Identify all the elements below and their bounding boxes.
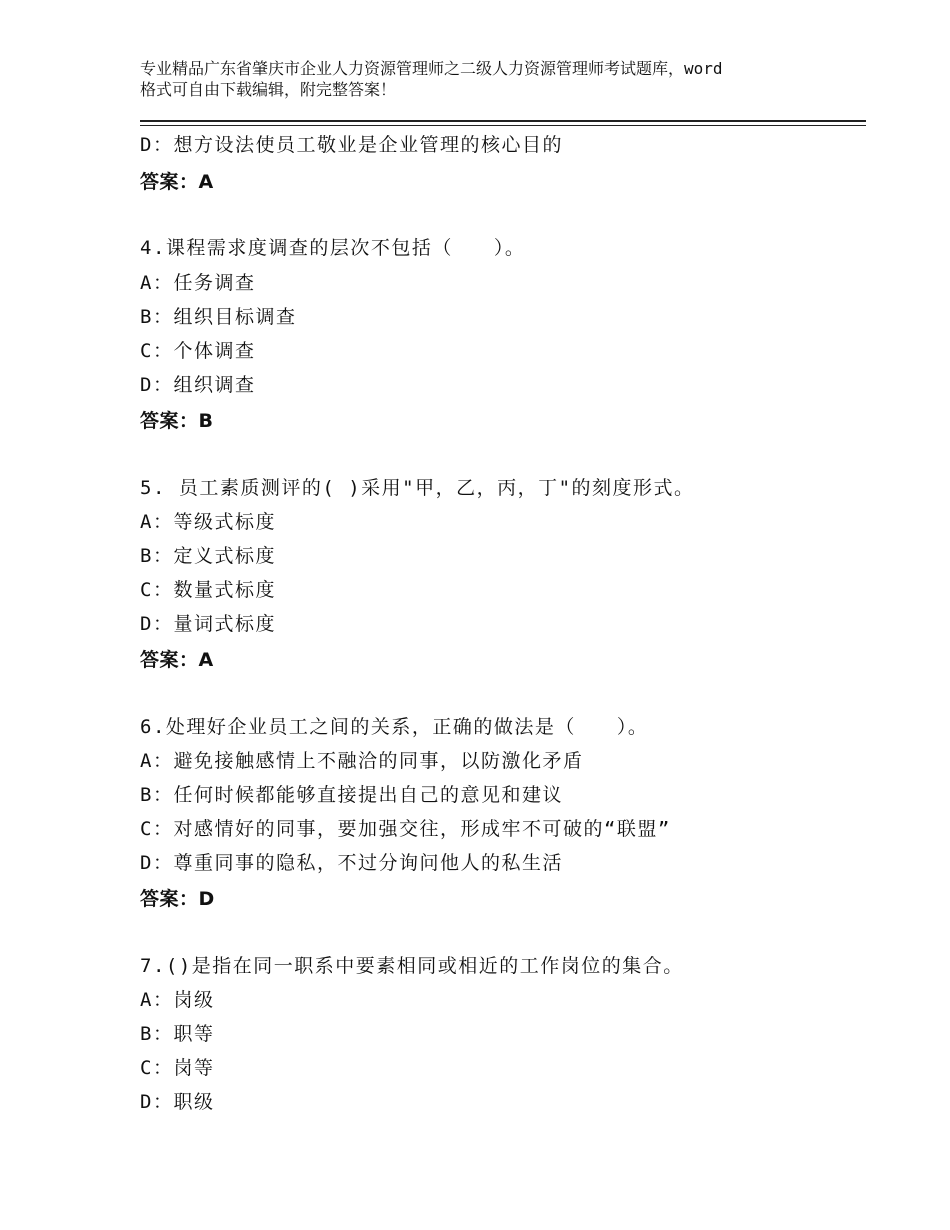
q6-answer: 答案：D — [140, 888, 215, 910]
q7-option-c: C：岗等 — [140, 1057, 215, 1079]
q5-option-c: C：数量式标度 — [140, 579, 276, 601]
header-divider-thin — [140, 125, 866, 126]
q6-stem: 6.处理好企业员工之间的关系，正确的做法是（ ）。 — [140, 716, 649, 738]
q6-option-b: B：任何时候都能够直接提出自己的意见和建议 — [140, 784, 563, 806]
header-line-2: 格式可自由下载编辑，附完整答案！ — [140, 80, 397, 99]
q5-answer: 答案：A — [140, 649, 214, 671]
q4-option-a: A：任务调查 — [140, 272, 256, 294]
q7-stem: 7.()是指在同一职系中要素相同或相近的工作岗位的集合。 — [140, 955, 684, 977]
q4-answer: 答案：B — [140, 410, 214, 432]
q4-option-c: C：个体调查 — [140, 340, 256, 362]
q5-stem: 5. 员工素质测评的( )采用"甲，乙，丙，丁"的刻度形式。 — [140, 477, 695, 499]
q4-option-d: D：组织调查 — [140, 374, 256, 396]
q6-option-d: D：尊重同事的隐私，不过分询问他人的私生活 — [140, 852, 563, 874]
q5-option-a: A：等级式标度 — [140, 511, 276, 533]
q7-option-d: D：职级 — [140, 1091, 215, 1113]
q3-answer: 答案：A — [140, 171, 214, 193]
header-line-1: 专业精品广东省肇庆市企业人力资源管理师之二级人力资源管理师考试题库，word — [140, 59, 723, 78]
q5-option-d: D：量词式标度 — [140, 613, 276, 635]
q6-option-a: A：避免接触感情上不融洽的同事，以防激化矛盾 — [140, 750, 584, 772]
q4-stem: 4.课程需求度调查的层次不包括（ ）。 — [140, 237, 526, 259]
q4-option-b: B：组织目标调查 — [140, 306, 297, 328]
q6-option-c: C：对感情好的同事，要加强交往，形成牢不可破的“联盟” — [140, 818, 671, 840]
header-divider-thick — [140, 120, 866, 122]
q7-option-a: A：岗级 — [140, 989, 215, 1011]
q3-option-d: D：想方设法使员工敬业是企业管理的核心目的 — [140, 134, 563, 156]
q5-option-b: B：定义式标度 — [140, 545, 276, 567]
q7-option-b: B：职等 — [140, 1023, 215, 1045]
document-header — [140, 58, 830, 100]
